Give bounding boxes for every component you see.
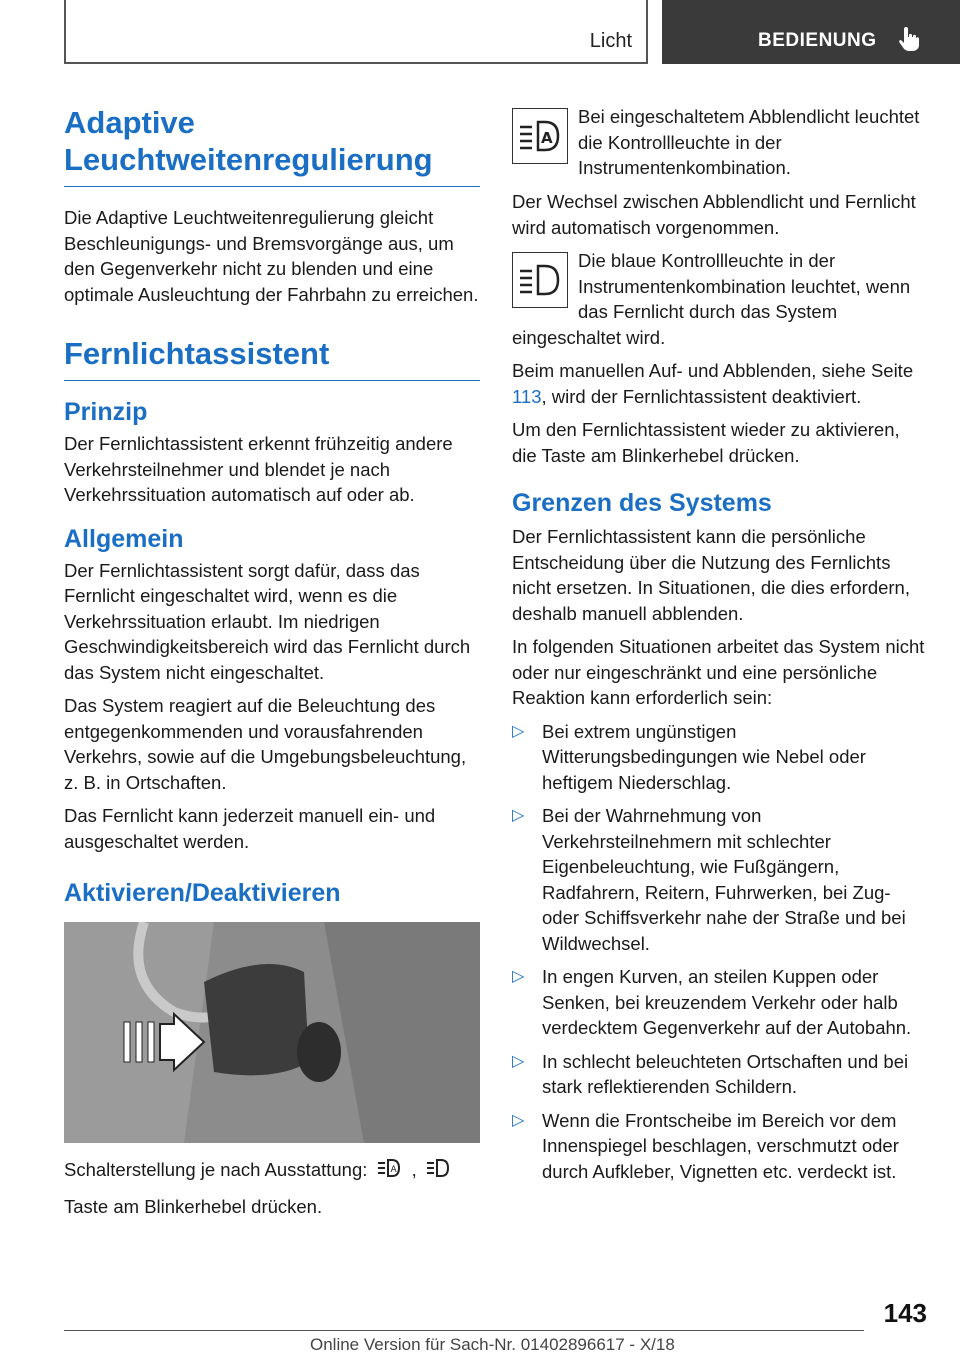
bullet-marker: ▷ [512, 1052, 525, 1070]
paragraph-allgemein-1: Der Fernlichtassistent sorgt dafür, dass das Fernlicht eingeschaltet wird, wenn es die Verkehrssituation erlaubt. Im niedrigen Geschwindigkeitsbereich wird das Fernlicht durch das System nicht eingeschaltet. [64, 559, 471, 683]
paragraph-grenzen-1: Der Fernlichtassistent kann die persönliche Entscheidung über die Nutzung des Fernlichts nicht ersetzen. In Situationen, die dies erfordern, deshalb manuell abblenden. [512, 526, 910, 624]
list-item-text: Wenn die Frontscheibe im Bereich vor dem Innenspiegel beschlagen, verschmutzt oder durch Aufkleber, Vignetten etc. verdeckt ist. [542, 1109, 899, 1182]
list-item-text: In engen Kurven, an steilen Kuppen oder Senken, bei kreuzendem Verkehr oder halb verdecktem Gegenverkehr auf der Autobahn. [542, 966, 912, 1038]
paragraph-prinzip: Der Fernlichtassistent erkennt frühzeitig andere Verkehrsteilnehmer und blendet je nach Verkehrssituation automatisch auf oder ab. [64, 433, 453, 505]
heading-prinzip: Prinzip [64, 398, 148, 426]
list-item [512, 1049, 928, 1100]
bullet-marker: ▷ [512, 807, 525, 824]
svg-text:A: A [390, 1165, 397, 1175]
paragraph-manuell-post: , wird der Fernlichtassistent deaktiviert. [541, 385, 862, 407]
list-item [512, 719, 928, 796]
paragraph-allgemein-2: Das System reagiert auf die Beleuchtung des entgegenkommenden und vorausfahrenden Verkehrs, sowie auf die Umgebungsbeleuchtung, z. B. in Ortschaften. [64, 695, 467, 793]
svg-text:A: A [541, 129, 553, 147]
header-chapter-title: BEDIENUNG [758, 30, 877, 51]
hand-pointer-icon [898, 26, 920, 57]
caption-schalterstellung [64, 1157, 480, 1186]
paragraph-manuell-pre: Beim manuellen Auf- und Abblenden, siehe Seite [512, 360, 914, 381]
caption-text: Schalterstellung je nach Ausstattung: [64, 1159, 368, 1181]
bullet-marker: ▷ [512, 1111, 525, 1129]
header-section-box [64, 0, 648, 64]
bullet-marker: ▷ [512, 968, 525, 985]
heading-aktivieren-deaktivieren: Aktivieren/Deaktivieren [64, 879, 341, 907]
turn-signal-lever-illustration [64, 922, 480, 1143]
list-item-text: In schlecht beleuchteten Ortschaften und bei stark reflektierenden Schildern. [542, 1050, 909, 1097]
footer-divider [64, 1330, 864, 1331]
header-section-title: Licht [589, 30, 632, 52]
caption-separator: , [411, 1159, 417, 1181]
list-item [512, 964, 928, 1041]
paragraph-taste: Taste am Blinkerhebel drücken. [64, 1195, 323, 1217]
page-number: 143 [883, 1298, 927, 1328]
paragraph-allgemein-3: Das Fernlicht kann jederzeit manuell ein- und ausgeschaltet werden. [64, 805, 436, 852]
list-item-text: Bei extrem ungünstigen Witterungsbedingungen wie Nebel oder heftigem Niederschlag. [542, 720, 866, 793]
list-item [512, 803, 928, 956]
high-beam-icon [426, 1157, 452, 1186]
heading-grenzen-des-systems: Grenzen des Systems [512, 489, 772, 517]
header-chapter-box [662, 0, 960, 64]
auto-high-beam-indicator-icon [512, 108, 568, 164]
list-item-text: Bei der Wahrnehmung von Verkehrsteilnehmern mit schlechter Eigenbeleuchtung, wie Fußgängern, Radfahrern, Reitern, Fuhrwerken, bei Zug- oder Schiffsverkehr nahe der Straße und bei Wildwechsel. [542, 805, 906, 954]
high-beam-indicator-icon [512, 252, 568, 308]
icon-paragraph-fernlicht [512, 248, 928, 350]
left-column [64, 104, 480, 1227]
icon-paragraph-text-2: Die blaue Kontrollleuchte in der Instrumentenkombination leuchtet, wenn das Fernlicht durch das System eingeschaltet wird. [512, 250, 911, 348]
page-reference-link[interactable]: 113 [512, 385, 542, 407]
bullet-marker: ▷ [512, 722, 525, 740]
paragraph-grenzen-2: In folgenden Situationen arbeitet das System nicht oder nur eingeschränkt und eine persönliche Reaktion kann erforderlich sein: [512, 636, 925, 708]
paragraph-manuell [512, 358, 928, 409]
auto-high-beam-icon [377, 1157, 403, 1186]
paragraph-adaptive: Die Adaptive Leuchtweitenregulierung gleicht Beschleunigungs- und Bremsvorgänge aus, um den Gegenverkehr nicht zu blenden und eine optimale Ausleuchtung der Fahrbahn zu erreichen. [64, 207, 479, 305]
heading-fernlichtassistent: Fernlichtassistent [64, 335, 480, 381]
footer-online-version: Online Version für Sach-Nr. 01402896617 - X/18 [310, 1335, 675, 1354]
right-column [512, 104, 928, 1192]
limitations-list [512, 719, 928, 1185]
heading-adaptive-leuchtweitenregulierung: Adaptive Leuchtweitenregulierung [64, 104, 480, 187]
paragraph-reaktivieren: Um den Fernlichtassistent wieder zu aktivieren, die Taste am Blinkerhebel drücken. [512, 419, 900, 466]
icon-paragraph-text-1: Bei eingeschaltetem Abblendlicht leuchtet die Kontrollleuchte in der Instrumentenkombination. [578, 106, 920, 178]
heading-allgemein: Allgemein [64, 524, 184, 553]
icon-paragraph-abblendlicht [512, 104, 928, 181]
paragraph-wechsel: Der Wechsel zwischen Abblendlicht und Fernlicht wird automatisch vorgenommen. [512, 191, 916, 238]
list-item [512, 1108, 928, 1185]
